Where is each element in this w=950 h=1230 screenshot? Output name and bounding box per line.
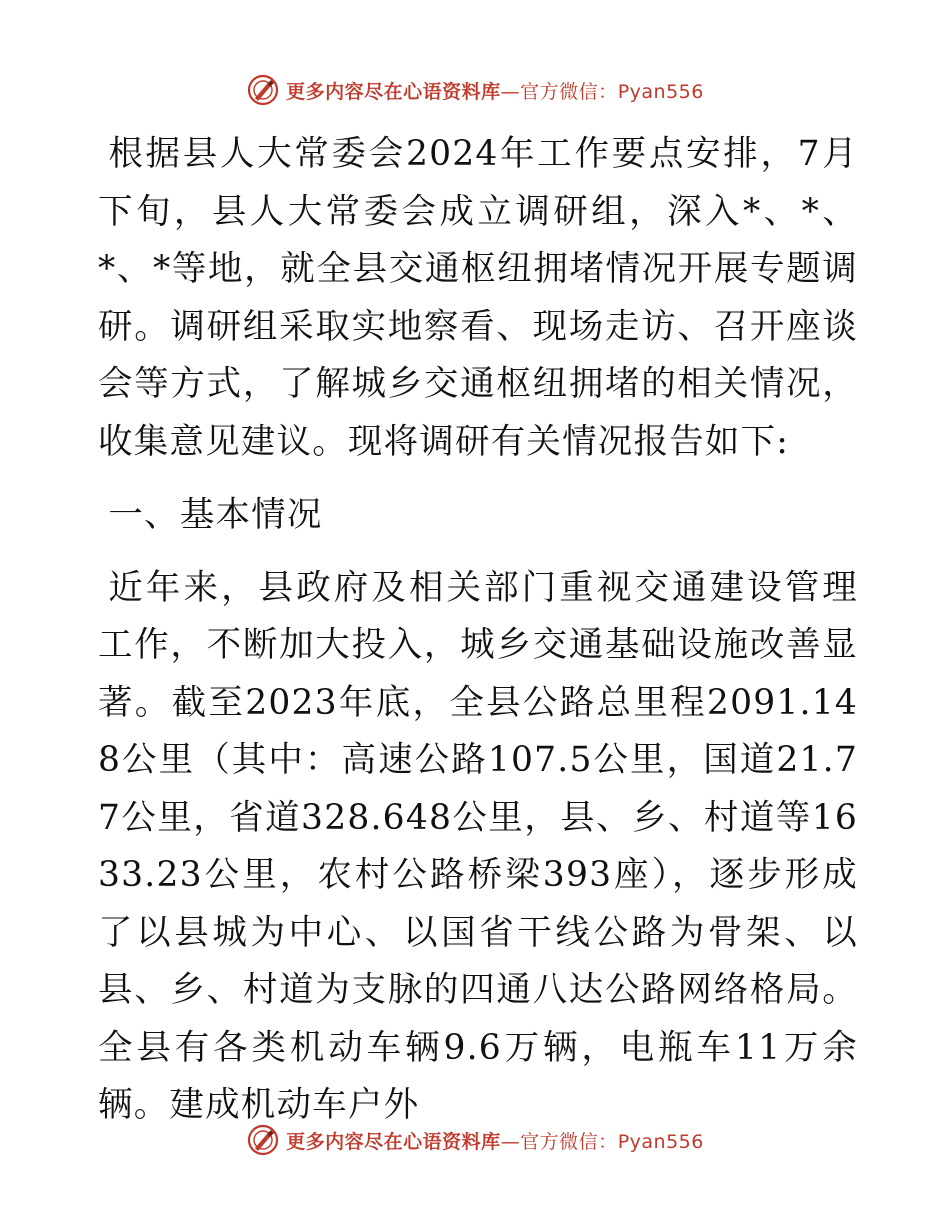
watermark-separator: —: [500, 1130, 521, 1153]
intro-paragraph: 根据县人大常委会2024年工作要点安排，7月下旬，县人大常委会成立调研组，深入*、*、*、*等地，就全县交通枢纽拥堵情况开展专题调研。调研组采取实地察看、现场走访、召开座谈会等方式，了解城乡交通枢纽拥堵的相关情况，收集意见建议。现将调研有关情况报告如下:: [98, 134, 858, 462]
watermark-separator: —: [500, 80, 521, 103]
watermark-brand: 更多内容尽在心语资料库: [286, 80, 501, 103]
header-watermark: [0, 70, 950, 110]
watermark-account: Pyan556: [617, 80, 704, 103]
basic-situation-paragraph: 近年来，县政府及相关部门重视交通建设管理工作，不断加大投入，城乡交通基础设施改善显著。截至2023年底，全县公路总里程2091.148公里（其中：高速公路107.5公里，国道21.77公里，省道328.648公里，县、乡、村道等1633.23公里，农村公路桥梁393座），逐步形成了以县城为中心、以国省干线公路为骨架、以县、乡、村道为支脉的四通八达公路网络格局。全县有各类机动车辆9.6万辆，电瓶车11万余辆。建成机动车户外: [98, 567, 858, 1125]
footer-watermark: [0, 1120, 950, 1160]
pen-circle-logo-icon: [246, 73, 280, 107]
watermark-brand: 更多内容尽在心语资料库: [286, 1130, 501, 1153]
watermark-text: [286, 77, 704, 104]
pen-circle-logo-icon: [246, 1123, 280, 1157]
section-heading: 一、基本情况: [108, 495, 323, 535]
document-body: [98, 126, 858, 1135]
spacer: [98, 471, 858, 479]
spacer: [98, 552, 858, 560]
watermark-account: Pyan556: [617, 1130, 704, 1153]
watermark-suffix: 官方微信：: [520, 1130, 618, 1153]
watermark-suffix: 官方微信：: [520, 80, 618, 103]
watermark-text: [286, 1127, 704, 1154]
